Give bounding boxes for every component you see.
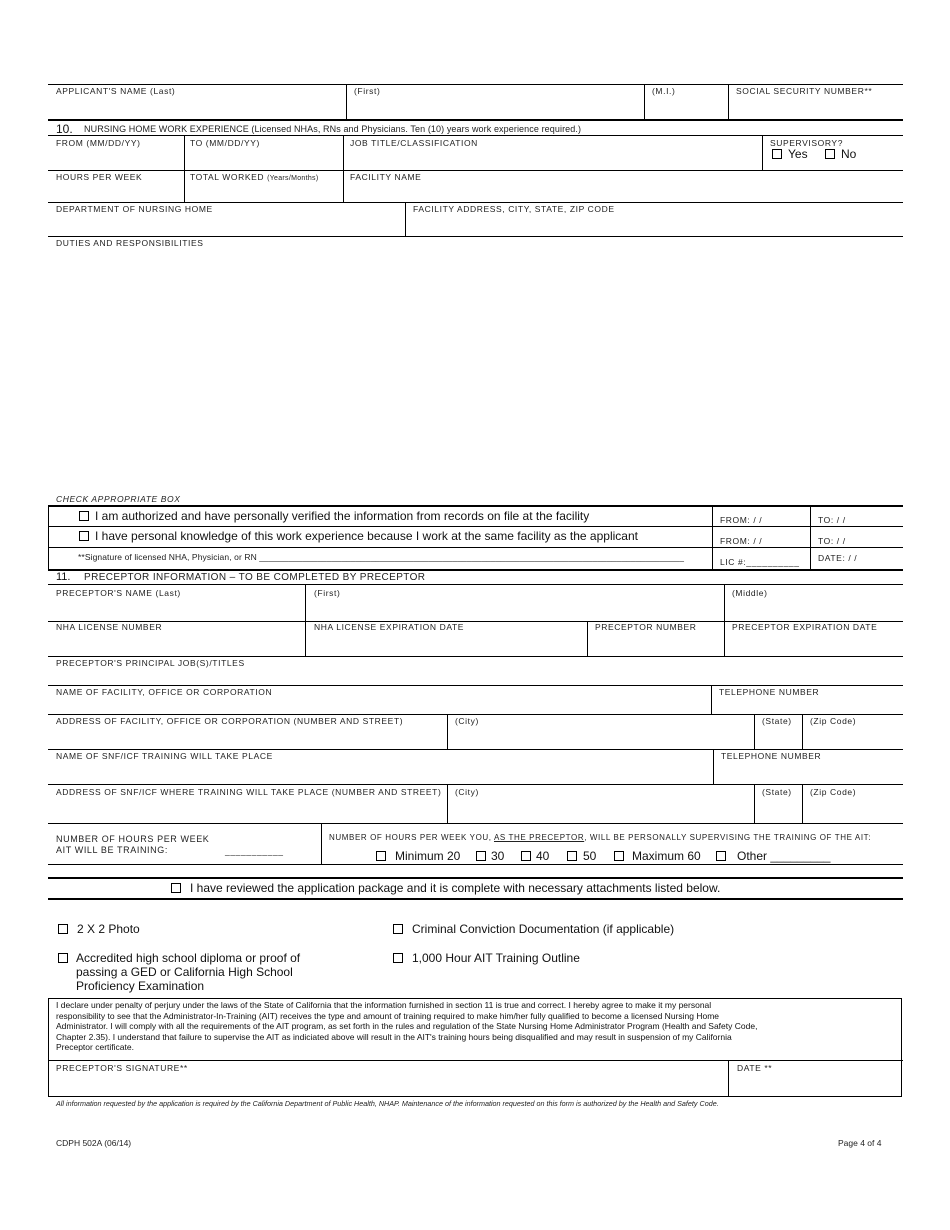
rule [802, 714, 803, 749]
rule [48, 505, 903, 507]
rule [762, 135, 763, 170]
preceptor-principal-jobs-field[interactable]: PRECEPTOR'S PRINCIPAL JOB(S)/TITLES [56, 658, 245, 668]
section-11-title: PRECEPTOR INFORMATION – TO BE COMPLETED BY PRECEPTOR [84, 572, 426, 583]
hours-maximum-60-label: Maximum 60 [632, 849, 701, 863]
to-date-2[interactable]: TO: / / [818, 536, 846, 546]
rule [48, 656, 903, 657]
diploma-label-3: Proficiency Examination [76, 979, 205, 993]
hours-50-label: 50 [583, 849, 597, 863]
verified-records-checkbox[interactable] [79, 511, 89, 521]
hours-30-checkbox[interactable] [476, 851, 486, 861]
preceptor-date-field[interactable]: DATE ** [737, 1063, 773, 1073]
rule [587, 621, 588, 656]
job-title-field[interactable]: JOB TITLE/CLASSIFICATION [350, 138, 478, 148]
facility-address-field[interactable]: FACILITY ADDRESS, CITY, STATE, ZIP CODE [413, 204, 615, 214]
rule [48, 119, 903, 121]
rule [48, 784, 903, 785]
rule [305, 584, 306, 656]
rule [48, 749, 903, 750]
facility-city-field[interactable]: (City) [455, 716, 479, 726]
rule [48, 714, 903, 715]
preceptor-hours-label: NUMBER OF HOURS PER WEEK YOU, AS THE PRECEPTOR, WILL BE PERSONALLY SUPERVISING THE TRAINING OF THE AIT: [329, 833, 872, 842]
from-date-2[interactable]: FROM: / / [720, 536, 763, 546]
snf-street-address-field[interactable]: ADDRESS OF SNF/ICF WHERE TRAINING WILL TAKE PLACE (NUMBER AND STREET) [56, 787, 442, 797]
verifier-date-field[interactable]: DATE: / / [818, 553, 858, 563]
preceptor-number-field[interactable]: PRECEPTOR NUMBER [595, 622, 697, 632]
snf-zip-field[interactable]: (Zip Code) [810, 787, 857, 797]
check-appropriate-box-label: CHECK APPROPRIATE BOX [56, 494, 181, 504]
declaration-text: I declare under penalty of perjury under the laws of the State of California that the information furnished in section 11 is true and correct. I hereby agree to make it my personal responsibility to see that the Administrator-In-Training (AIT) receives the type and amount of training required to make him/her fully qualified to become a licensed Nursing Home Administrator. I will comply with all the requirements of the AIT program, as set forth in the rules and regulation of the State Nursing Home Administrator Program (Health and Safety Code, Chapter 2.35). I understand that failure to supervise the AIT as indiciated above will result in the AIT's training hours being disqualified and may result in suspension of my California Preceptor certificate. [56, 1000, 758, 1053]
supervisory-no-label: No [841, 147, 857, 161]
facility-street-address-field[interactable]: ADDRESS OF FACILITY, OFFICE OR CORPORATION (NUMBER AND STREET) [56, 716, 404, 726]
rule [48, 898, 903, 900]
section-10-number: 10. [56, 122, 73, 136]
nha-license-expiration-field[interactable]: NHA LICENSE EXPIRATION DATE [314, 622, 465, 632]
rule [48, 864, 903, 865]
hours-40-label: 40 [536, 849, 550, 863]
rule [343, 135, 344, 202]
hours-maximum-60-checkbox[interactable] [614, 851, 624, 861]
rule [802, 784, 803, 823]
training-outline-checkbox[interactable] [393, 953, 403, 963]
rule [754, 714, 755, 749]
rule [321, 823, 322, 864]
hours-other-checkbox[interactable] [716, 851, 726, 861]
snf-city-field[interactable]: (City) [455, 787, 479, 797]
rule [644, 84, 645, 120]
criminal-conviction-label: Criminal Conviction Documentation (if applicable) [412, 922, 675, 936]
form-id: CDPH 502A (06/14) [56, 1138, 132, 1148]
rule [48, 84, 903, 85]
rule [405, 202, 406, 237]
rule [48, 526, 903, 527]
supervisory-yes-label: Yes [788, 147, 808, 161]
personal-knowledge-label: I have personal knowledge of this work experience because I work at the same facility as the applicant [95, 529, 638, 543]
rule [184, 135, 185, 202]
rule [711, 685, 712, 714]
preceptor-signature-field[interactable]: PRECEPTOR'S SIGNATURE** [56, 1063, 188, 1073]
criminal-conviction-checkbox[interactable] [393, 924, 403, 934]
rule [48, 584, 903, 585]
ait-hours-label-2: AIT WILL BE TRAINING: [56, 845, 168, 855]
rule [48, 547, 903, 548]
rule [728, 84, 729, 120]
ait-hours-field[interactable]: ___________ [225, 846, 284, 856]
rule [48, 505, 49, 569]
preceptor-expiration-field[interactable]: PRECEPTOR EXPIRATION DATE [732, 622, 878, 632]
photo-checkbox[interactable] [58, 924, 68, 934]
supervisory-yes-checkbox[interactable] [772, 149, 782, 159]
supervisory-label: SUPERVISORY? [770, 138, 844, 148]
to-date-1[interactable]: TO: / / [818, 515, 846, 525]
nha-license-number-field[interactable]: NHA LICENSE NUMBER [56, 622, 163, 632]
reviewed-package-label: I have reviewed the application package and it is complete with necessary attachments listed below. [190, 881, 721, 895]
rule [346, 84, 347, 120]
from-date-field[interactable]: FROM (MM/DD/YY) [56, 138, 141, 148]
preceptor-last-name-field[interactable]: PRECEPTOR'S NAME (Last) [56, 588, 181, 598]
rule [447, 714, 448, 749]
applicant-mi-field[interactable]: (M.I.) [652, 86, 676, 96]
facility-state-field[interactable]: (State) [762, 716, 792, 726]
supervisory-no-checkbox[interactable] [825, 149, 835, 159]
rule [712, 505, 713, 569]
section-11-number: 11. [56, 571, 71, 583]
rule [48, 1060, 903, 1061]
rule [48, 823, 903, 824]
rule [810, 505, 811, 569]
hours-30-label: 30 [491, 849, 505, 863]
disclaimer: All information requested by the application is required by the California Department of Public Health, NHAP. Maintenance of the information requested on this form is authorized by the Health and Safety Code. [56, 1099, 719, 1108]
diploma-checkbox[interactable] [58, 953, 68, 963]
ssn-field[interactable]: SOCIAL SECURITY NUMBER** [736, 86, 873, 96]
rule [447, 784, 448, 823]
verifier-signature-line[interactable]: **Signature of licensed NHA, Physician, or RN ________________________________________________________________________________________ [78, 552, 685, 562]
snf-name-field[interactable]: NAME OF SNF/ICF TRAINING WILL TAKE PLACE [56, 751, 273, 761]
total-worked-field[interactable]: TOTAL WORKED (Years/Months) [190, 172, 319, 182]
rule [48, 202, 903, 203]
facility-telephone-field[interactable]: TELEPHONE NUMBER [719, 687, 820, 697]
rule [48, 236, 903, 237]
from-date-1[interactable]: FROM: / / [720, 515, 763, 525]
hours-minimum-20-checkbox[interactable] [376, 851, 386, 861]
applicant-last-name-field[interactable]: APPLICANT'S NAME (Last) [56, 86, 176, 96]
preceptor-middle-name-field[interactable]: (Middle) [732, 588, 768, 598]
hours-50-checkbox[interactable] [567, 851, 577, 861]
duties-field[interactable]: DUTIES AND RESPONSIBILITIES [56, 238, 204, 248]
preceptor-first-name-field[interactable]: (First) [314, 588, 341, 598]
verified-records-label: I am authorized and have personally verified the information from records on file at the facility [95, 509, 590, 523]
to-date-field[interactable]: TO (MM/DD/YY) [190, 138, 260, 148]
rule [48, 170, 903, 171]
page-number: Page 4 of 4 [838, 1138, 882, 1148]
diploma-label-2: passing a GED or California High School [76, 965, 293, 979]
hours-40-checkbox[interactable] [521, 851, 531, 861]
hours-other-label: Other _________ [737, 849, 831, 863]
snf-telephone-field[interactable]: TELEPHONE NUMBER [721, 751, 822, 761]
section-10-title: NURSING HOME WORK EXPERIENCE (Licensed NHAs, RNs and Physicians. Ten (10) years work experience required.) [84, 124, 582, 134]
reviewed-package-checkbox[interactable] [171, 883, 181, 893]
hours-minimum-20-label: Minimum 20 [395, 849, 461, 863]
department-field[interactable]: DEPARTMENT OF NURSING HOME [56, 204, 213, 214]
facility-office-name-field[interactable]: NAME OF FACILITY, OFFICE OR CORPORATION [56, 687, 273, 697]
rule [48, 877, 903, 879]
rule [728, 1060, 729, 1097]
facility-zip-field[interactable]: (Zip Code) [810, 716, 857, 726]
rule [724, 584, 725, 656]
hours-per-week-field[interactable]: HOURS PER WEEK [56, 172, 143, 182]
photo-label: 2 X 2 Photo [77, 922, 140, 936]
snf-state-field[interactable]: (State) [762, 787, 792, 797]
rule [754, 784, 755, 823]
rule [48, 135, 903, 136]
license-number-field[interactable]: LIC #:__________ [720, 557, 800, 567]
facility-name-field[interactable]: FACILITY NAME [350, 172, 422, 182]
ait-hours-label-1: NUMBER OF HOURS PER WEEK [56, 834, 210, 844]
applicant-first-name-field[interactable]: (First) [354, 86, 381, 96]
training-outline-label: 1,000 Hour AIT Training Outline [412, 951, 580, 965]
rule [48, 569, 903, 571]
rule [48, 685, 903, 686]
diploma-label-1: Accredited high school diploma or proof of [76, 951, 301, 965]
rule [713, 749, 714, 784]
personal-knowledge-checkbox[interactable] [79, 531, 89, 541]
